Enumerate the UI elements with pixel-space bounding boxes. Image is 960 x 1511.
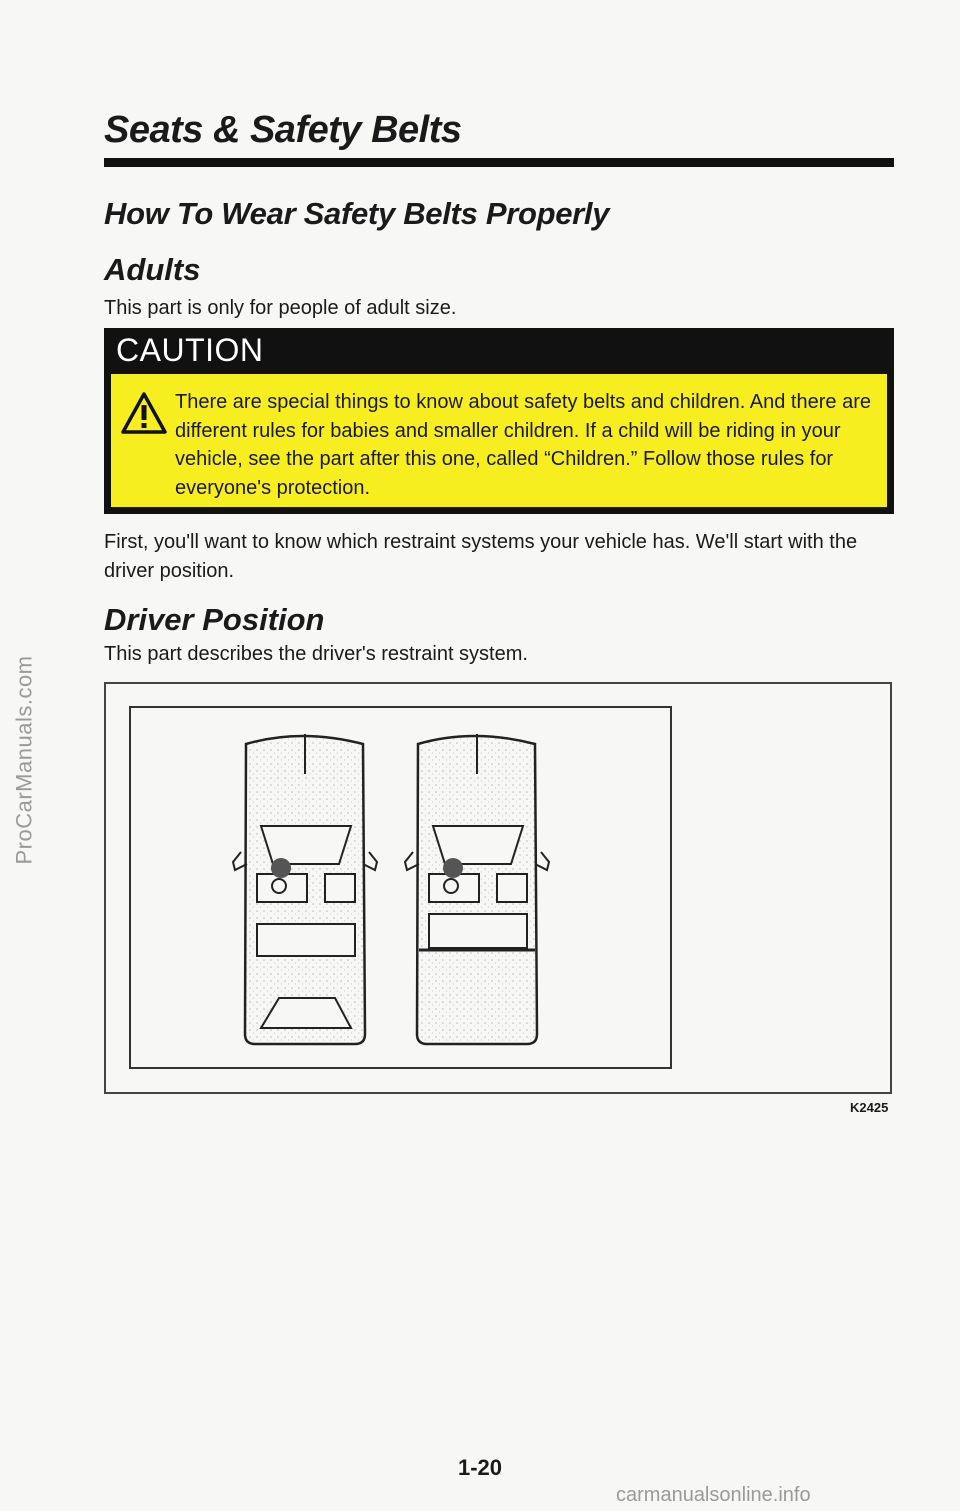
page-heading: How To Wear Safety Belts Properly [104, 196, 610, 231]
figure-code: K2425 [850, 1100, 889, 1115]
vehicle-right [405, 734, 549, 1044]
page-number: 1-20 [457, 1455, 503, 1480]
header-rule [104, 158, 894, 167]
first-paragraph: First, you'll want to know which restraint systems your vehicle has. We'll start with the driver position. [104, 531, 858, 582]
bottom-watermark: carmanualsonline.info [616, 1484, 811, 1506]
caution-text: There are special things to know about safety belts and children. And there are different rules for babies and smaller children. If a child will be riding in your vehicle, see the part after this one, called “Children.” Follow those rules for everyone's protection. [175, 391, 871, 499]
vehicle-left [233, 734, 377, 1044]
section-title: Seats & Safety Belts [104, 109, 462, 151]
side-watermark-text: ProCarManuals.com [11, 655, 37, 865]
caution-label: CAUTION [116, 332, 264, 368]
caution-box [104, 328, 894, 514]
vehicle-topview-illustration [131, 708, 670, 1067]
section-header [104, 108, 894, 167]
side-watermark [4, 620, 44, 900]
figure-outer-frame [104, 682, 892, 1094]
warning-triangle-icon [121, 392, 167, 434]
caution-body [111, 374, 887, 507]
subheading-adults: Adults [104, 252, 201, 287]
subheading-driver-position: Driver Position [104, 602, 325, 637]
intro-text: This part is only for people of adult size. [104, 297, 457, 319]
figure-inner-frame [129, 706, 672, 1069]
driver-paragraph: This part describes the driver's restraint system. [104, 643, 528, 665]
